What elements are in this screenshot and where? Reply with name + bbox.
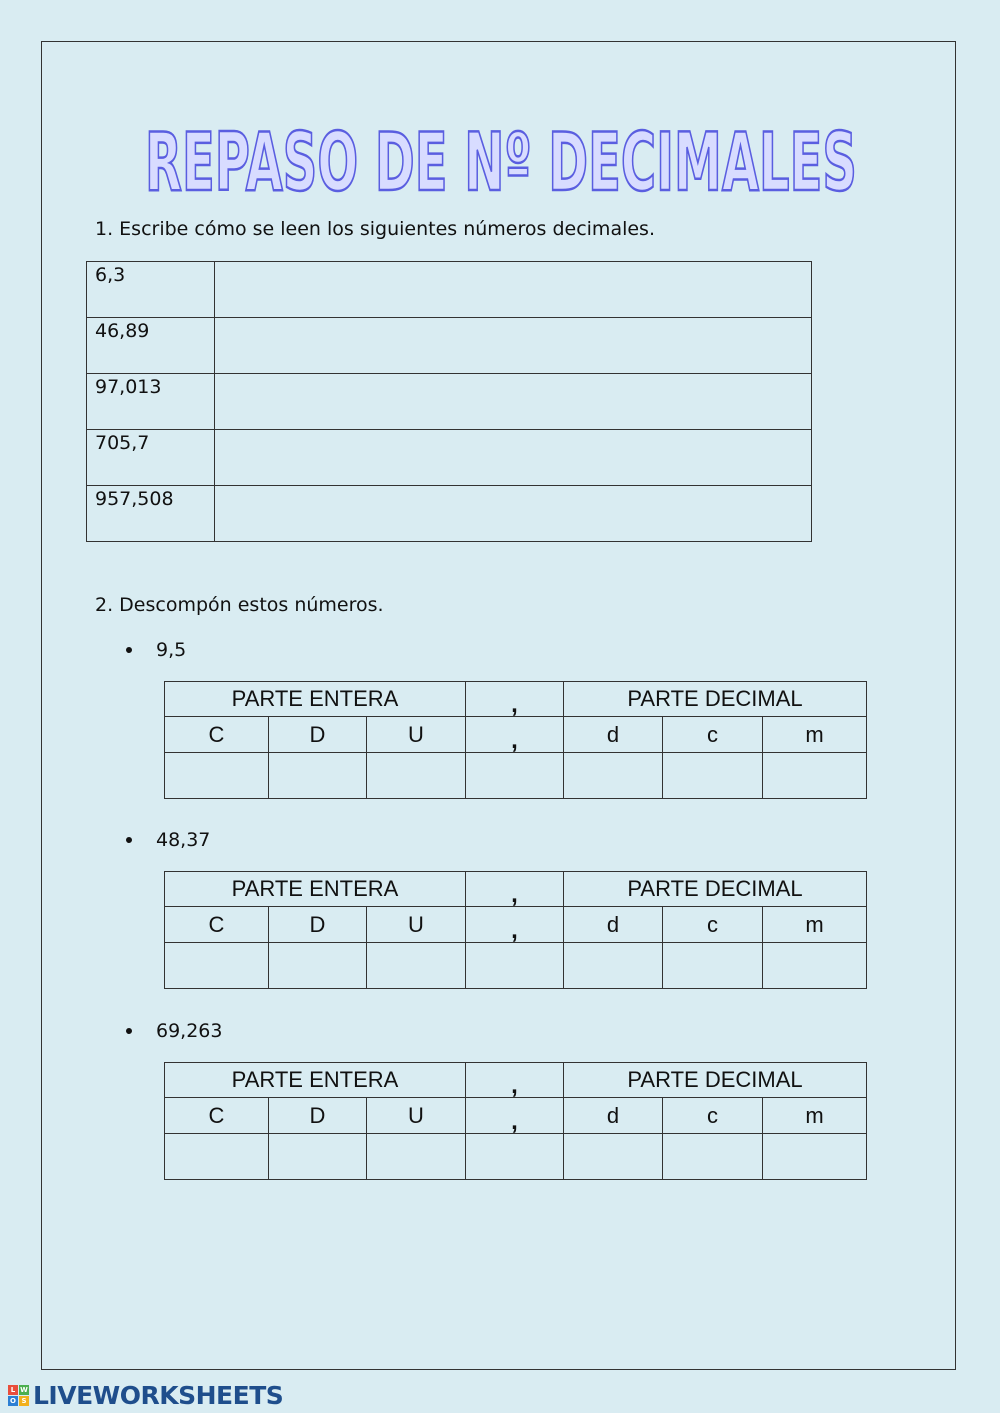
comma-cell: , (466, 1098, 564, 1134)
answer-cell[interactable] (215, 262, 812, 318)
number-cell: 97,013 (87, 374, 215, 430)
brand-name: LIVEWORKSHEETS (33, 1381, 284, 1410)
col-header: c (663, 717, 763, 753)
number-cell: 46,89 (87, 318, 215, 374)
answer-cell[interactable] (663, 753, 763, 799)
table-row (87, 262, 812, 318)
answer-cell[interactable] (564, 943, 663, 989)
col-header: U (367, 717, 466, 753)
title-text: REPASO DE Nº DECIMALES (145, 116, 857, 209)
number-cell: 705,7 (87, 430, 215, 486)
col-header: c (663, 1098, 763, 1134)
answer-cell[interactable] (763, 1134, 867, 1180)
col-header: D (269, 717, 367, 753)
number-cell: 6,3 (87, 262, 215, 318)
integer-part-header: PARTE ENTERA (165, 682, 466, 717)
comma-cell: , (466, 872, 564, 907)
col-header: C (165, 1098, 269, 1134)
table-row (87, 430, 812, 486)
decimal-part-header: PARTE DECIMAL (564, 682, 867, 717)
exercise1-instruction: 1. Escribe cómo se leen los siguientes números decimales. (95, 218, 655, 240)
table-row (87, 374, 812, 430)
answer-cell[interactable] (763, 753, 867, 799)
list-item (126, 639, 186, 661)
decimal-part-header: PARTE DECIMAL (564, 872, 867, 907)
col-header: d (564, 907, 663, 943)
answer-cell[interactable] (215, 318, 812, 374)
answer-cell[interactable] (663, 943, 763, 989)
answer-cell[interactable] (215, 374, 812, 430)
answer-cell[interactable] (466, 753, 564, 799)
decimal-part-header: PARTE DECIMAL (564, 1063, 867, 1098)
col-header: C (165, 717, 269, 753)
col-header: D (269, 1098, 367, 1134)
table-row (87, 318, 812, 374)
place-value-table (164, 681, 867, 799)
comma-cell: , (466, 1063, 564, 1098)
col-header: m (763, 717, 867, 753)
col-header: m (763, 907, 867, 943)
place-value-table (164, 1062, 867, 1180)
answer-cell[interactable] (367, 1134, 466, 1180)
list-item (126, 1020, 222, 1042)
comma-cell: , (466, 717, 564, 753)
answer-cell[interactable] (564, 753, 663, 799)
answer-cell[interactable] (564, 1134, 663, 1180)
answer-cell[interactable] (269, 943, 367, 989)
item-number: 69,263 (156, 1020, 223, 1042)
answer-cell[interactable] (763, 943, 867, 989)
answer-cell[interactable] (466, 943, 564, 989)
bullet-icon (126, 647, 132, 653)
answer-cell[interactable] (165, 1134, 269, 1180)
answer-cell[interactable] (215, 430, 812, 486)
col-header: U (367, 1098, 466, 1134)
answer-cell[interactable] (269, 1134, 367, 1180)
col-header: U (367, 907, 466, 943)
answer-cell[interactable] (367, 943, 466, 989)
col-header: c (663, 907, 763, 943)
table-row (87, 486, 812, 542)
col-header: d (564, 1098, 663, 1134)
worksheet-title (140, 112, 862, 208)
answer-cell[interactable] (215, 486, 812, 542)
answer-cell[interactable] (663, 1134, 763, 1180)
col-header: m (763, 1098, 867, 1134)
place-value-table (164, 871, 867, 989)
col-header: D (269, 907, 367, 943)
comma-cell: , (466, 907, 564, 943)
list-item (126, 829, 210, 851)
col-header: d (564, 717, 663, 753)
integer-part-header: PARTE ENTERA (165, 872, 466, 907)
item-number: 48,37 (156, 829, 211, 851)
bullet-icon (126, 837, 132, 843)
number-cell: 957,508 (87, 486, 215, 542)
answer-cell[interactable] (269, 753, 367, 799)
item-number: 9,5 (156, 639, 187, 661)
logo-icon: L W O S (8, 1385, 29, 1406)
integer-part-header: PARTE ENTERA (165, 1063, 466, 1098)
exercise2-instruction: 2. Descompón estos números. (95, 594, 384, 616)
bullet-icon (126, 1028, 132, 1034)
col-header: C (165, 907, 269, 943)
answer-cell[interactable] (165, 753, 269, 799)
answer-cell[interactable] (466, 1134, 564, 1180)
answer-cell[interactable] (367, 753, 466, 799)
footer-logo[interactable] (8, 1381, 283, 1410)
reading-table (86, 261, 812, 542)
comma-cell: , (466, 682, 564, 717)
answer-cell[interactable] (165, 943, 269, 989)
